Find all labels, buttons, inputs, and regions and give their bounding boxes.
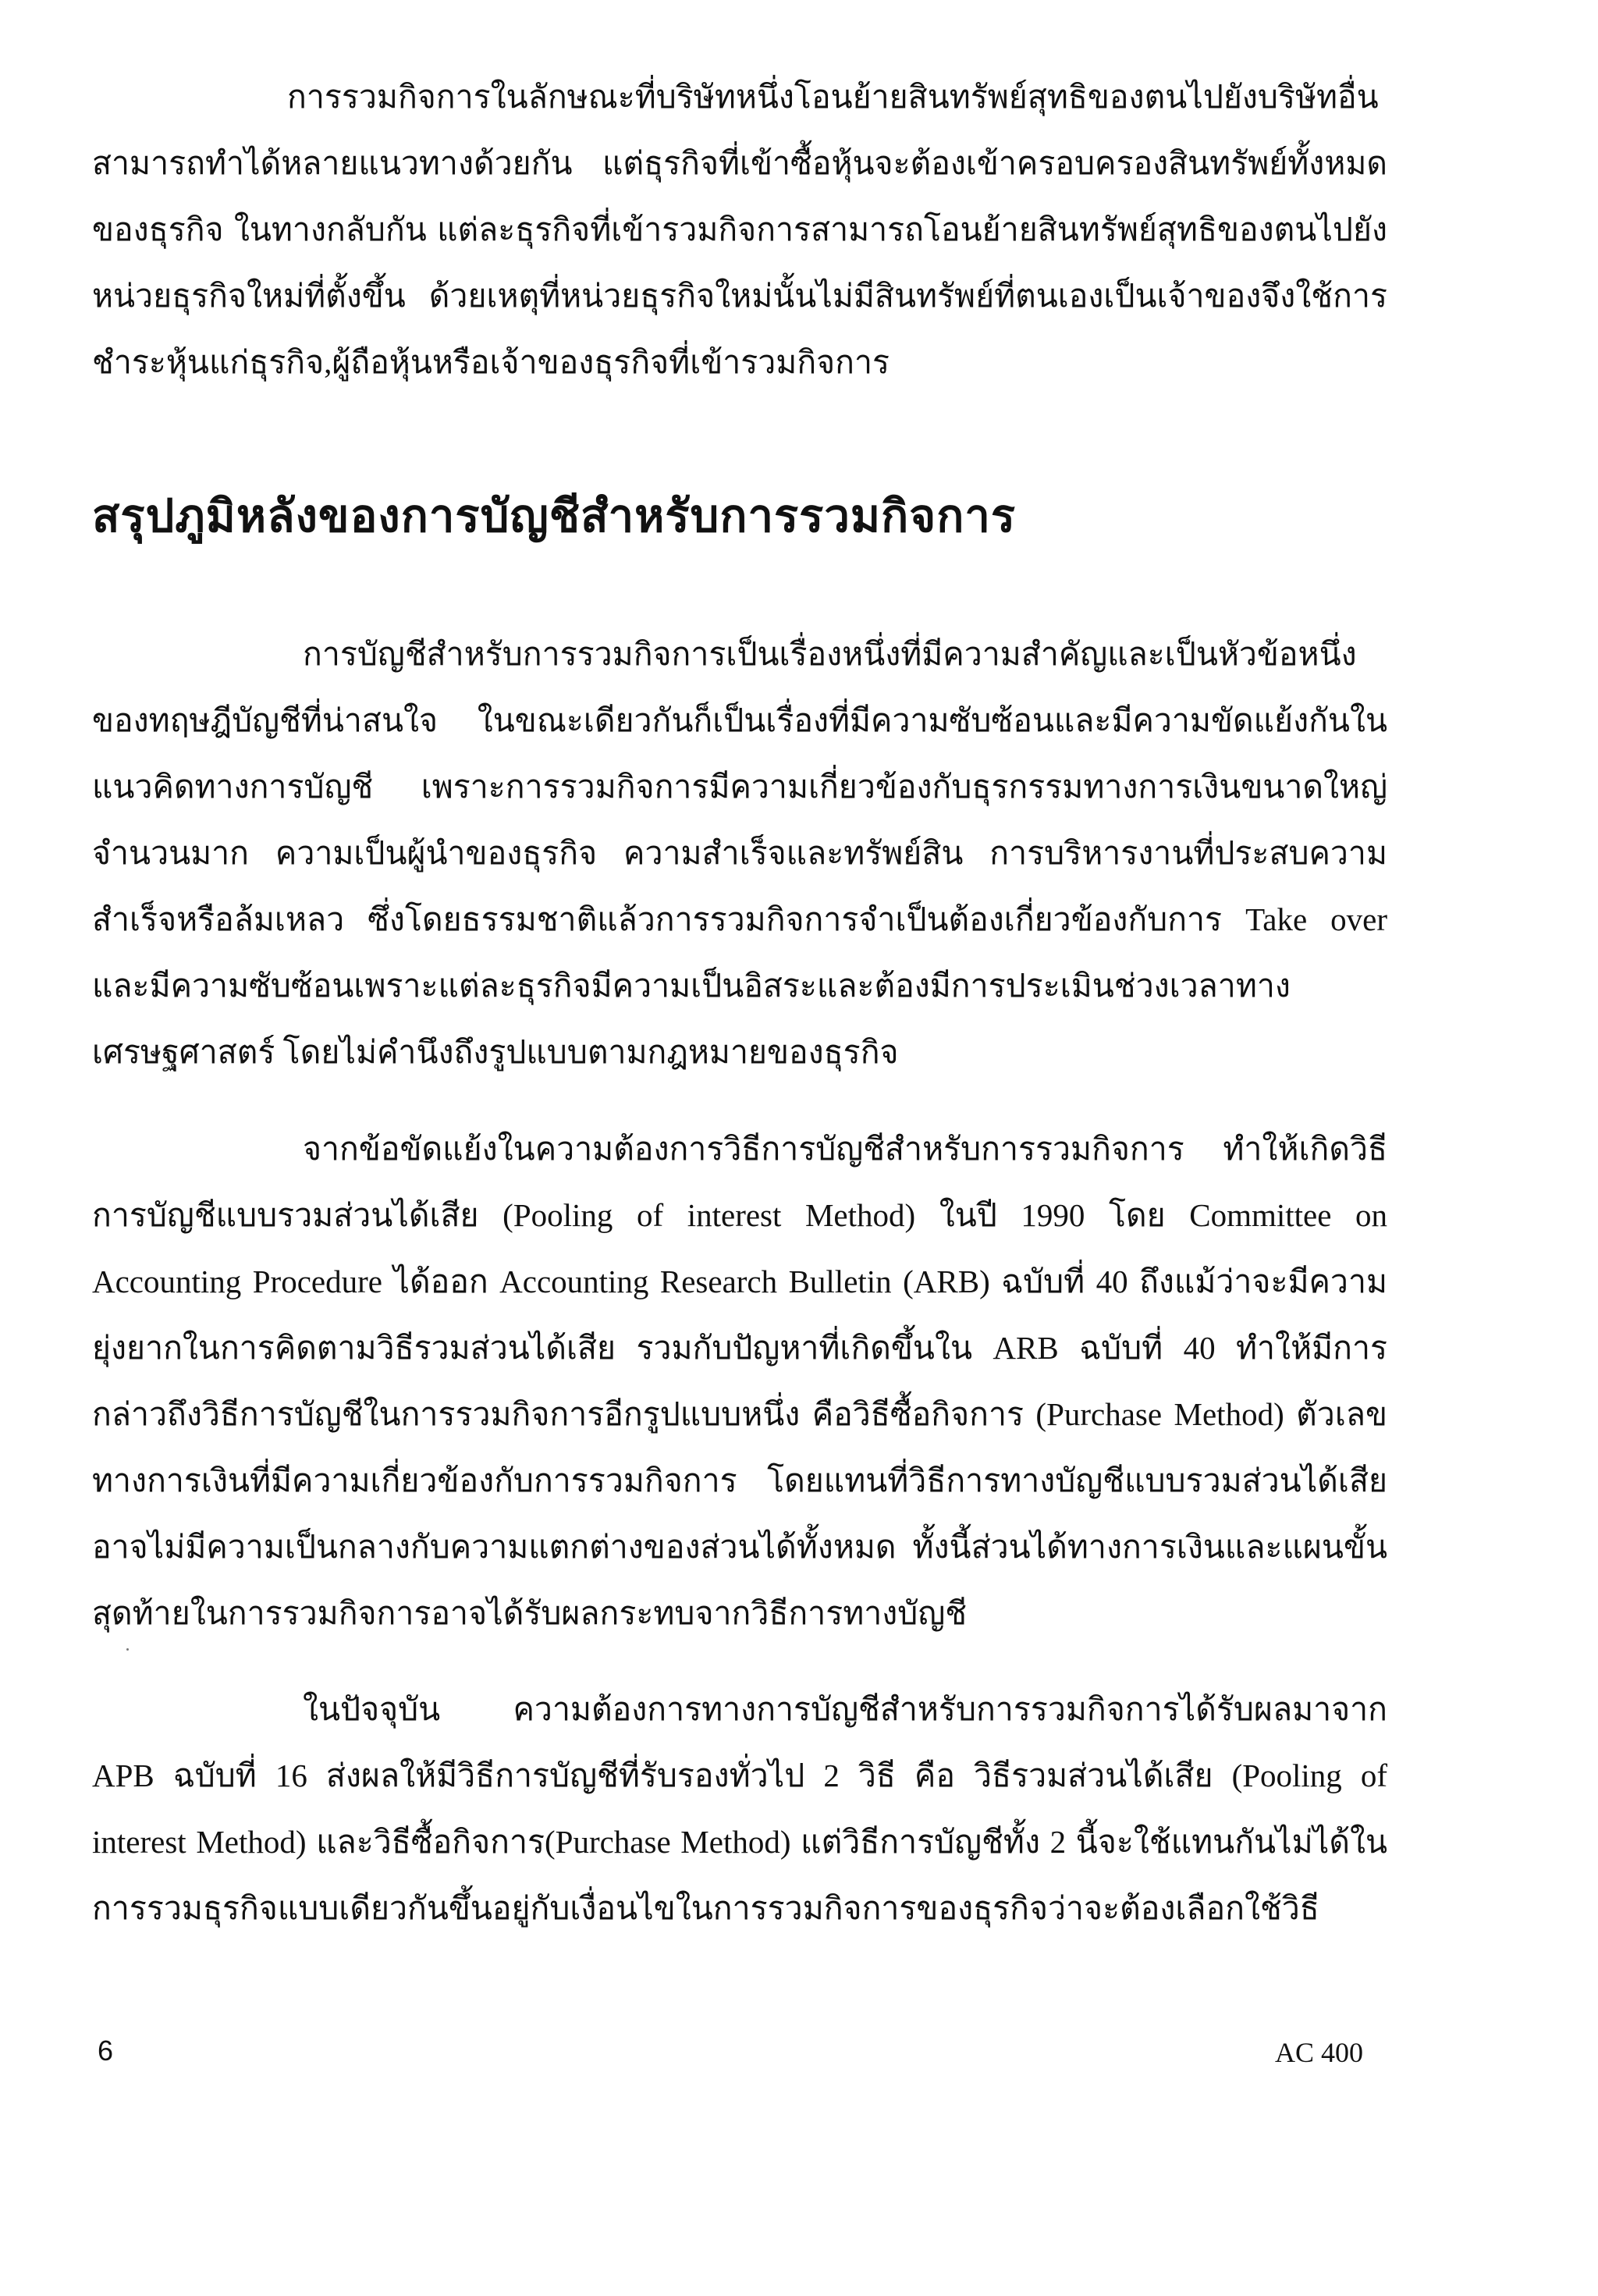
section-heading: สรุปภูมิหลังของการบัญชีสำหรับการรวมกิจการ [92, 491, 1017, 542]
scan-speck [126, 1648, 129, 1651]
page-number: 6 [98, 2035, 114, 2067]
paragraph-current-practice: ในปัจจุบัน ความต้องการทางการบัญชีสำหรับการรวมกิจการได้รับผลมาจาก APB ฉบับที่ 16 ส่งผลให้มีวิธีการบัญชีที่รับรองทั่วไป 2 วิธี คือ วิธีรวมส่วนได้เสีย (Pooling of interest Method) และวิธีซื้อกิจการ(Purchase Method) แต่วิธีการบัญชีทั้ง 2 นี้จะใช้แทนกันไม่ได้ในการรวมธุรกิจแบบเดียวกันขึ้นอยู่กับเงื่อนไขในการรวมกิจการของธุรกิจว่าจะต้องเลือกใช้วิธี [92, 1691, 1387, 1926]
paragraph-background: การบัญชีสำหรับการรวมกิจการเป็นเรื่องหนึ่งที่มีความสำคัญและเป็นหัวข้อหนึ่งของทฤษฎีบัญชีที่น่าสนใจ ในขณะเดียวกันก็เป็นเรื่องที่มีความซับซ้อนและมีความขัดแย้งกันในแนวคิดทางการบัญชี เพราะการรวมกิจการมีความเกี่ยวข้องกับธุรกรรมทางการเงินขนาดใหญ่จำนวนมาก ความเป็นผู้นำของธุรกิจ ความสำเร็จและทรัพย์สิน การบริหารงานที่ประสบความสำเร็จหรือล้มเหลว ซึ่งโดยธรรมชาติแล้วการรวมกิจการจำเป็นต้องเกี่ยวข้องกับการ Take over และมีความซับซ้อนเพราะแต่ละธุรกิจมีความเป็นอิสระและต้องมีการประเมินช่วงเวลาทางเศรษฐศาสตร์ โดยไม่คำนึงถึงรูปแบบตามกฎหมายของธุรกิจ [92, 636, 1387, 1070]
paragraph-pooling-method: จากข้อขัดแย้งในความต้องการวิธีการบัญชีสำหรับการรวมกิจการ ทำให้เกิดวิธีการบัญชีแบบรวมส่วนได้เสีย (Pooling of interest Method) ในปี 1990 โดย Committee on Accounting Procedure ได้ออก Accounting Research Bulletin (ARB) ฉบับที่ 40 ถึงแม้ว่าจะมีความยุ่งยากในการคิดตามวิธีรวมส่วนได้เสีย รวมกับปัญหาที่เกิดขึ้นใน ARB ฉบับที่ 40 ทำให้มีการกล่าวถึงวิธีการบัญชีในการรวมกิจการอีกรูปแบบหนึ่ง คือวิธีซื้อกิจการ (Purchase Method) ตัวเลขทางการเงินที่มีความเกี่ยวข้องกับการรวมกิจการ โดยแทนที่วิธีการทางบัญชีแบบรวมส่วนได้เสียอาจไม่มีความเป็นกลางกับความแตกต่างของส่วนได้ทั้งหมด ทั้งนี้ส่วนได้ทางการเงินและแผนขั้นสุดท้ายในการรวมกิจการอาจได้รับผลกระทบจากวิธีการทางบัญชี [92, 1131, 1387, 1631]
course-code: AC 400 [1275, 2037, 1364, 2068]
paragraph-intro: การรวมกิจการในลักษณะที่บริษัทหนึ่งโอนย้ายสินทรัพย์สุทธิของตนไปยังบริษัทอื่นสามารถทำได้หลายแนวทางด้วยกัน แต่ธุรกิจที่เข้าซื้อหุ้นจะต้องเข้าครอบครองสินทรัพย์ทั้งหมดของธุรกิจ ในทางกลับกัน แต่ละธุรกิจที่เข้ารวมกิจการสามารถโอนย้ายสินทรัพย์สุทธิของตนไปยังหน่วยธุรกิจใหม่ที่ตั้งขึ้น ด้วยเหตุที่หน่วยธุรกิจใหม่นั้นไม่มีสินทรัพย์ที่ตนเองเป็นเจ้าของจึงใช้การชำระหุ้นแก่ธุรกิจ,ผู้ถือหุ้นหรือเจ้าของธุรกิจที่เข้ารวมกิจการ [92, 79, 1387, 380]
